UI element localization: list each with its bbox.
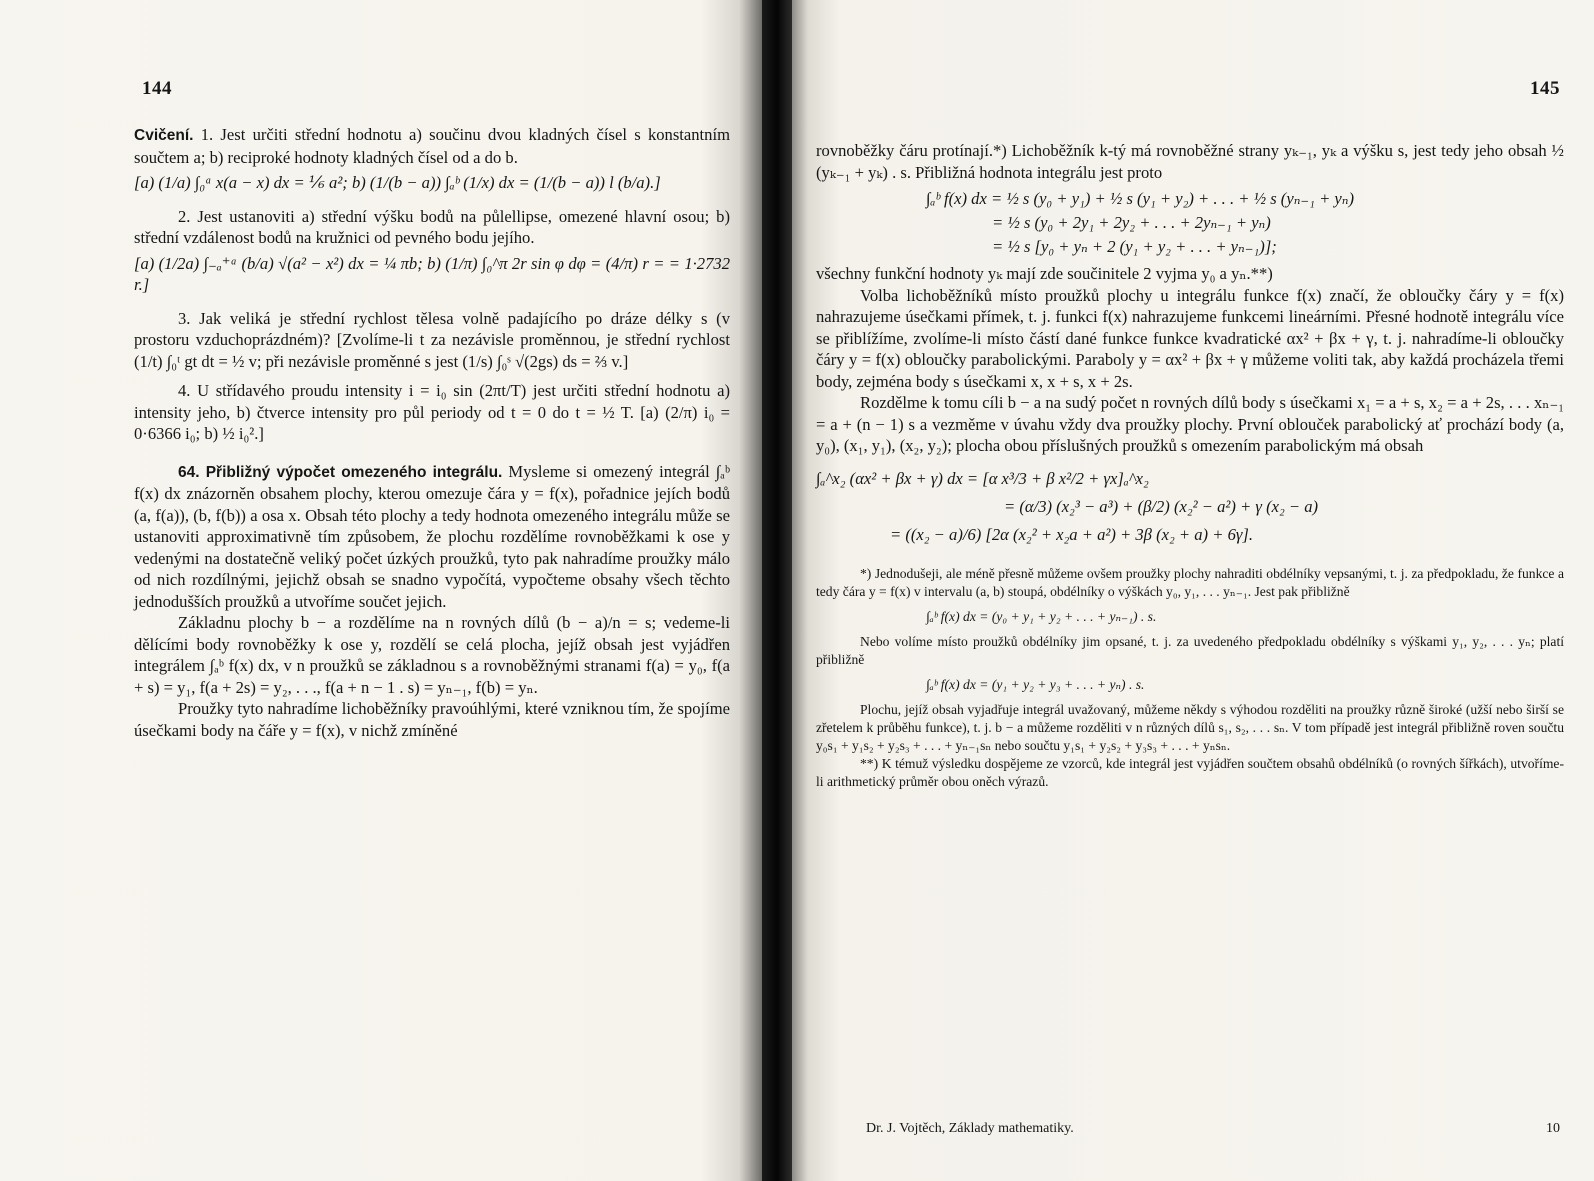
footnote-2: Nebo volíme místo proužků obdélníky jim opsané, t. j. za uvedeného předpokladu obdélníky s výškami y₁, y₂, . . . yₙ; platí přibližně bbox=[816, 633, 1564, 667]
paragraph-1: rovnoběžky čáru protínají.*) Lichoběžník k-tý má rovnoběžné strany yₖ₋₁, yₖ a výšku s, jest tedy jeho obsah ½ (yₖ₋₁ + yₖ) . s. Přibližná hodnota integrálu jest proto bbox=[816, 141, 1564, 182]
book-gutter bbox=[762, 0, 792, 1181]
footnote-1: *) Jednodušeji, ale méně přesně můžeme ovšem proužky plochy nahraditi obdélníky vepsanými, t. j. za předpokladu, že funkce a tedy čára y = f(x) v intervalu (a, b) stoupá, obdélníky o výškách y₀, y₁, . . . yₙ₋₁. Jest pak přibližně bbox=[816, 565, 1564, 599]
section-64-paragraph-3: Proužky tyto nahradíme lichoběžníky pravoúhlými, které vzniknou tím, že spojíme úsečkami body na čáře y = f(x), v nichž zmíněné bbox=[134, 699, 730, 740]
section-64-intro: 64. Přibližný výpočet omezeného integrálu. Mysleme si omezený integrál ∫ₐᵇ f(x) dx znázorněn obsahem plochy, kterou omezuje čára y = f(x), pořadnice jejích bodů (a, f(a)), (b, f(b)) a osa x. Obsah této plochy a tedy hodnota omezeného integrálu může se ustanoviti approximativně tím způsobem, že plochu rozdělíme rovnoběžkami k ose y vedenými na dostatečně veliký počet úzkých proužků, tyto pak nahradíme proužky málo od nich rozdílnými, jejichž obsah se snadno vypočítá, vypočteme obsahy všech těchto jednodušších proužků a utvoříme součet jejich. bbox=[134, 461, 730, 611]
section-heading: 64. Přibližný výpočet omezeného integrálu. bbox=[178, 463, 503, 481]
left-page-text bbox=[134, 124, 730, 741]
equation-1-line-3: = ½ s [y₀ + yₙ + 2 (y₁ + y₂ + . . . + yₙ₋₁)]; bbox=[992, 237, 1277, 256]
right-page bbox=[792, 0, 1594, 1181]
exercise-2-answer: [a) (1/2a) ∫₋ₐ⁺ᵃ (b/a) √(a² − x²) dx = ¼ πb; b) (1/π) ∫₀^π 2r sin φ dφ = (4/π) r = = 1·2732 r.] bbox=[134, 253, 730, 294]
page-number-right: 145 bbox=[1530, 78, 1560, 99]
footnote-1-equation: ∫ₐᵇ f(x) dx = (y₀ + y₁ + y₂ + . . . + yₙ₋₁) . s. bbox=[926, 608, 1157, 624]
right-page-text bbox=[816, 140, 1564, 791]
footnotes bbox=[816, 565, 1564, 791]
left-page bbox=[0, 0, 762, 1181]
exercise-4: 4. U střídavého proudu intensity i = i₀ sin (2πt/T) jest určiti střední hodnotu a) intensity jeho, b) čtverce intensity pro půl periody od t = 0 do t = ½ T. [a) (2/π) i₀ = 0·6366 i₀; b) ½ i₀².] bbox=[134, 381, 730, 443]
footer-sheet-number: 10 bbox=[1546, 1121, 1560, 1136]
paragraph-3: Volba lichoběžníků místo proužků plochy u integrálu funkce f(x) značí, že obloučky čáry y = f(x) nahrazujeme úsečkami přímek, t. j. funkci f(x) nahrazujeme funkcemi lineárními. Přesné hodnotě integrálu více se přiblížíme, zvolíme-li místo částí dané funkce funkce kvadratické αx² + βx + γ, t. j. nahradíme-li obloučky čáry y = f(x) obloučky parabolickými. Paraboly y = αx² + βx + γ můžeme voliti tak, aby každá procházela třemi body, zejména body s úsečkami x, x + s, x + 2s. bbox=[816, 285, 1564, 391]
footnote-3: Plochu, jejíž obsah vyjadřuje integrál uvažovaný, můžeme někdy s výhodou rozděliti na proužky různě široké (užší nebo širší se zřetelem k průběhu funkce), t. j. b − a můžeme rozděliti v n různých dílů s₁, s₂, . . . sₙ. V tom případě jest integrál přibližně roven součtu y₀s₁ + y₁s₂ + y₂s₃ + . . . + yₙ₋₁sₙ nebo součtu y₁s₁ + y₂s₂ + y₃s₃ + . . . + yₙsₙ. bbox=[816, 701, 1564, 753]
paragraph-4: Rozdělme k tomu cíli b − a na sudý počet n rovných dílů body s úsečkami x₁ = a + s, x₂ = a + 2s, . . . xₙ₋₁ = a + (n − 1) s a vezměme v úvahu vždy dva proužky plochy. První oblouček parabolický ať prochází body (a, y₀), (x₁, y₁), (x₂, y₂); plocha obou příslušných proužků s omezením parabolickým má obsah bbox=[816, 393, 1564, 455]
equation-1-line-1: ∫ₐᵇ f(x) dx = ½ s (y₀ + y₁) + ½ s (y₁ + y₂) + . . . + ½ s (yₙ₋₁ + yₙ) bbox=[926, 189, 1355, 208]
section-64-paragraph-2: Základnu plochy b − a rozdělíme na n rovných dílů (b − a)/n = s; vedeme-li dělícími body rovnoběžky k ose y, rozdělí se celá plocha, jejíž obsah jest vyjádřen integrálem ∫ₐᵇ f(x) dx, v n proužků se základnou s a rovnoběžnými stranami f(a) = y₀, f(a + s) = y₁, f(a + 2s) = y₂, . . ., f(a + n − 1 . s) = yₙ₋₁, f(b) = yₙ. bbox=[134, 613, 730, 697]
equation-2-line-3: = ((x₂ − a)/6) [2α (x₂² + x₂a + a²) + 3β (x₂ + a) + 6γ]. bbox=[890, 524, 1254, 544]
exercise-1: Cvičení. 1. Jest určiti střední hodnotu a) součinu dvou kladných čísel s konstantním součtem a; b) reciproké hodnoty kladných čísel od a do b. bbox=[134, 125, 730, 167]
equation-1-line-2: = ½ s (y₀ + 2y₁ + 2y₂ + . . . + 2yₙ₋₁ + yₙ) bbox=[992, 213, 1271, 232]
equation-2-line-1: ∫ₐ^x₂ (αx² + βx + γ) dx = [α x³/3 + β x²/2 + γx]ₐ^x₂ bbox=[816, 468, 1149, 488]
paragraph-2: všechny funkční hodnoty yₖ mají zde součinitele 2 vyjma y₀ a yₙ.**) bbox=[816, 264, 1273, 283]
exercise-3: 3. Jak veliká je střední rychlost tělesa volně padajícího po dráze délky s (v prostoru vzduchoprázdném)? [Zvolíme-li t za nezávisle proměnnou, je střední rychlost (1/t) ∫₀ᵗ gt dt = ½ v; při nezávisle proměnné s jest (1/s) ∫₀ˢ √(2gs) ds = ⅔ v.] bbox=[134, 308, 730, 371]
footnote-2-equation: ∫ₐᵇ f(x) dx = (y₁ + y₂ + y₃ + . . . + yₙ) . s. bbox=[926, 676, 1145, 692]
footer-author: Dr. J. Vojtěch, Základy mathematiky. bbox=[866, 1121, 1074, 1136]
page-number-left: 144 bbox=[142, 78, 172, 99]
footnote-4: **) K témuž výsledku dospějeme ze vzorců, kde integrál jest vyjádřen součtem obsahů obdélníků (o rovných šířkách), utvoříme-li arithmetický průměr obou oněch výrazů. bbox=[816, 755, 1564, 789]
equation-2-line-2: = (α/3) (x₂³ − a³) + (β/2) (x₂² − a²) + γ (x₂ − a) bbox=[1004, 496, 1319, 516]
page-footer bbox=[866, 1121, 1560, 1137]
exercises-heading: Cvičení. bbox=[134, 127, 194, 144]
exercise-1-answer: [a) (1/a) ∫₀ᵃ x(a − x) dx = ⅙ a²; b) (1/(b − a)) ∫ₐᵇ (1/x) dx = (1/(b − a)) l (b/a).] bbox=[134, 173, 661, 192]
exercise-2: 2. Jest ustanoviti a) střední výšku bodů na půlellipse, omezené hlavní osou; b) střední vzdálenost bodů na kružnici od pevného bodu jejího. bbox=[134, 206, 730, 247]
